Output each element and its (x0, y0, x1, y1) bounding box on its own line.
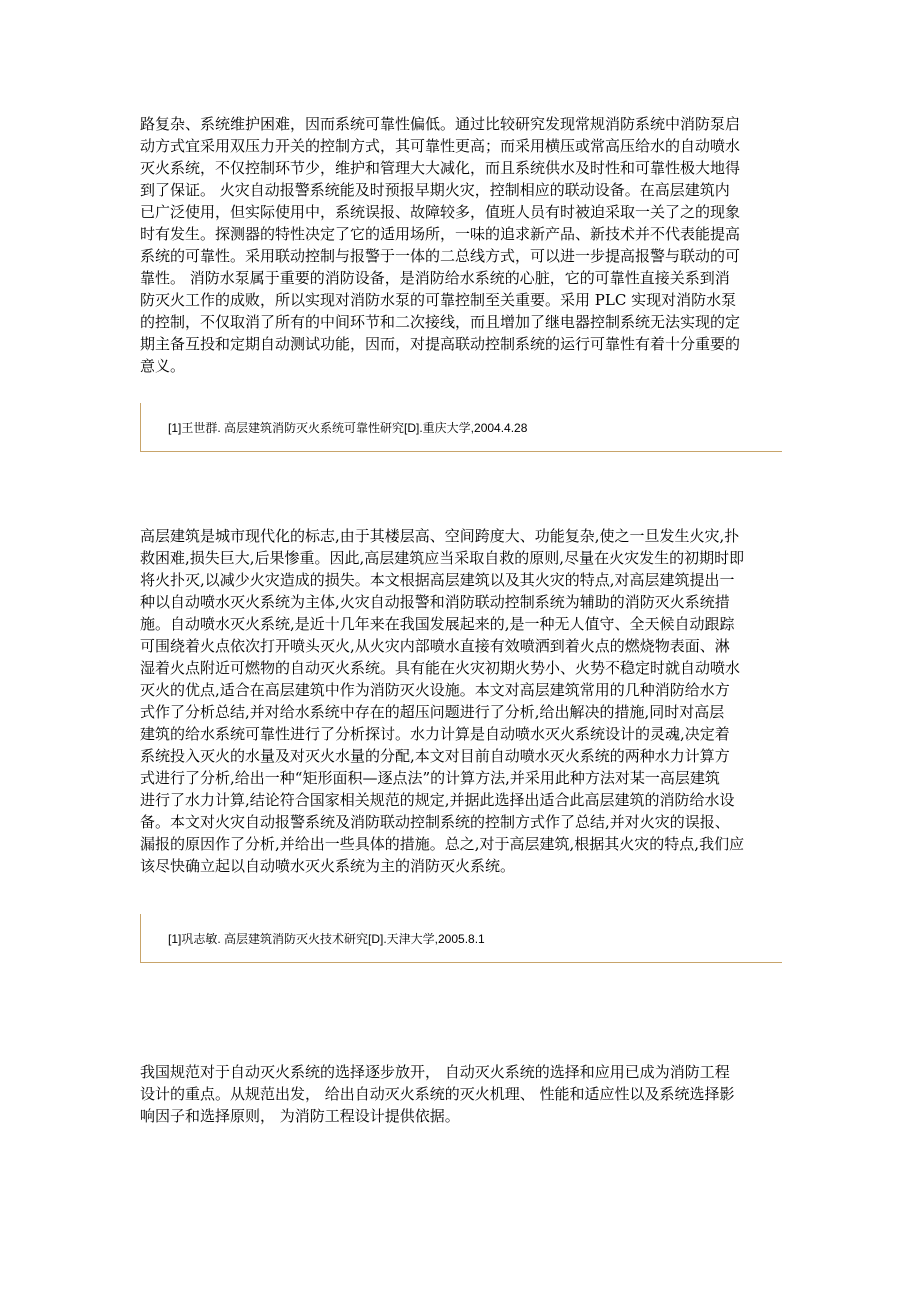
text-line: 防灭火工作的成败，所以实现对消防水泵的可靠控制至关重要。采用 PLC 实现对消防水泵 (140, 291, 737, 309)
text-line: 施。自动喷水灭火系统,是近十几年来在我国发展起来的,是一种无人值守、全天候自动跟踪 (140, 615, 735, 633)
paragraph-2 (140, 525, 785, 877)
text-line: 设计的重点。从规范出发， 给出自动灭火系统的灭火机理、 性能和适应性以及系统选择影 (140, 1085, 735, 1103)
text-line: 已广泛使用，但实际使用中，系统误报、故障较多，值班人员有时被迫采取一关了之的现象 (140, 203, 741, 221)
text-line: 建筑的给水系统可靠性进行了分析探讨。水力计算是自动喷水灭火系统设计的灵魂,决定着 (140, 725, 730, 743)
text-line: 系统的可靠性。采用联动控制与报警于一体的二总线方式，可以进一步提高报警与联动的可 (140, 247, 741, 265)
text-line: 可围绕着火点依次打开喷头灭火,从火灾内部喷水直接有效喷洒到着火点的燃烧物表面、淋 (140, 637, 730, 655)
text-line: 灭火系统，不仅控制环节少，维护和管理大大减化，而且系统供水及时性和可靠性极大地得 (140, 159, 741, 177)
text-line: 式进行了分析,给出一种“矩形面积—逐点法”的计算方法,并采用此种方法对某一高层建筑 (140, 769, 720, 787)
text-line: 将火扑灭,以减少火灾造成的损失。本文根据高层建筑以及其火灾的特点,对高层建筑提出一 (140, 571, 735, 589)
text-line: 灭火的优点,适合在高层建筑中作为消防灭火设施。本文对高层建筑常用的几种消防给水方 (140, 681, 730, 699)
text-line: 期主备互投和定期自动测试功能，因而，对提高联动控制系统的运行可靠性有着十分重要的 (140, 335, 741, 353)
text-line: 系统投入灭火的水量及对灭火水量的分配,本文对目前自动喷水灭火系统的两种水力计算方 (140, 747, 730, 765)
text-line: 动方式宜采用双压力开关的控制方式，其可靠性更高；而采用横压或常高压给水的自动喷水 (140, 137, 741, 155)
text-line: 漏报的原因作了分析,并给出一些具体的措施。总之,对于高层建筑,根据其火灾的特点,我们应 (140, 835, 745, 853)
text-line: 备。本文对火灾自动报警系统及消防联动控制系统的控制方式作了总结,并对火灾的误报、 (140, 813, 730, 831)
reference-box-1 (140, 403, 782, 452)
text-line: 种以自动喷水灭火系统为主体,火灾自动报警和消防联动控制系统为辅助的消防灭火系统措 (140, 593, 730, 611)
text-line: 该尽快确立起以自动喷水灭火系统为主的消防灭火系统。 (140, 857, 516, 875)
text-line: 湿着火点附近可燃物的自动灭火系统。具有能在火灾初期火势小、火势不稳定时就自动喷水 (140, 659, 741, 677)
text-line: 救困难,损失巨大,后果惨重。因此,高层建筑应当采取自救的原则,尽量在火灾发生的初期时即 (140, 549, 745, 567)
text-line: 的控制，不仅取消了所有的中间环节和二次接线，而且增加了继电器控制系统无法实现的定 (140, 313, 741, 331)
paragraph-1 (140, 113, 785, 377)
text-line: 意义。 (140, 357, 186, 375)
text-line: 进行了水力计算,结论符合国家相关规范的规定,并据此选择出适合此高层建筑的消防给水设 (140, 791, 735, 809)
text-line: 我国规范对于自动灭火系统的选择逐步放开， 自动灭火系统的选择和应用已成为消防工程 (140, 1063, 730, 1081)
text-line: 时有发生。探测器的特性决定了它的适用场所，一味的追求新产品、新技术并不代表能提高 (140, 225, 741, 243)
text-line: 路复杂、系统维护困难，因而系统可靠性偏低。通过比较研究发现常规消防系统中消防泵启 (140, 115, 741, 133)
reference-citation: [1]王世群. 高层建筑消防灭火系统可靠性研究[D].重庆大学,2004.4.28 (168, 421, 528, 435)
text-line: 到了保证。 火灾自动报警系统能及时预报早期火灾，控制相应的联动设备。在高层建筑内 (140, 181, 730, 199)
text-line: 靠性。 消防水泵属于重要的消防设备，是消防给水系统的心脏，它的可靠性直接关系到消 (140, 269, 730, 287)
text-line: 式作了分析总结,并对给水系统中存在的超压问题进行了分析,给出解决的措施,同时对高层 (140, 703, 725, 721)
reference-citation: [1]巩志敏. 高层建筑消防灭火技术研究[D].天津大学,2005.8.1 (168, 932, 485, 946)
paragraph-3 (140, 1061, 785, 1127)
reference-box-2 (140, 914, 782, 963)
text-line: 高层建筑是城市现代化的标志,由于其楼层高、空间跨度大、功能复杂,使之一旦发生火灾,扑 (140, 527, 740, 545)
text-line: 响因子和选择原则， 为消防工程设计提供依据。 (140, 1107, 460, 1125)
